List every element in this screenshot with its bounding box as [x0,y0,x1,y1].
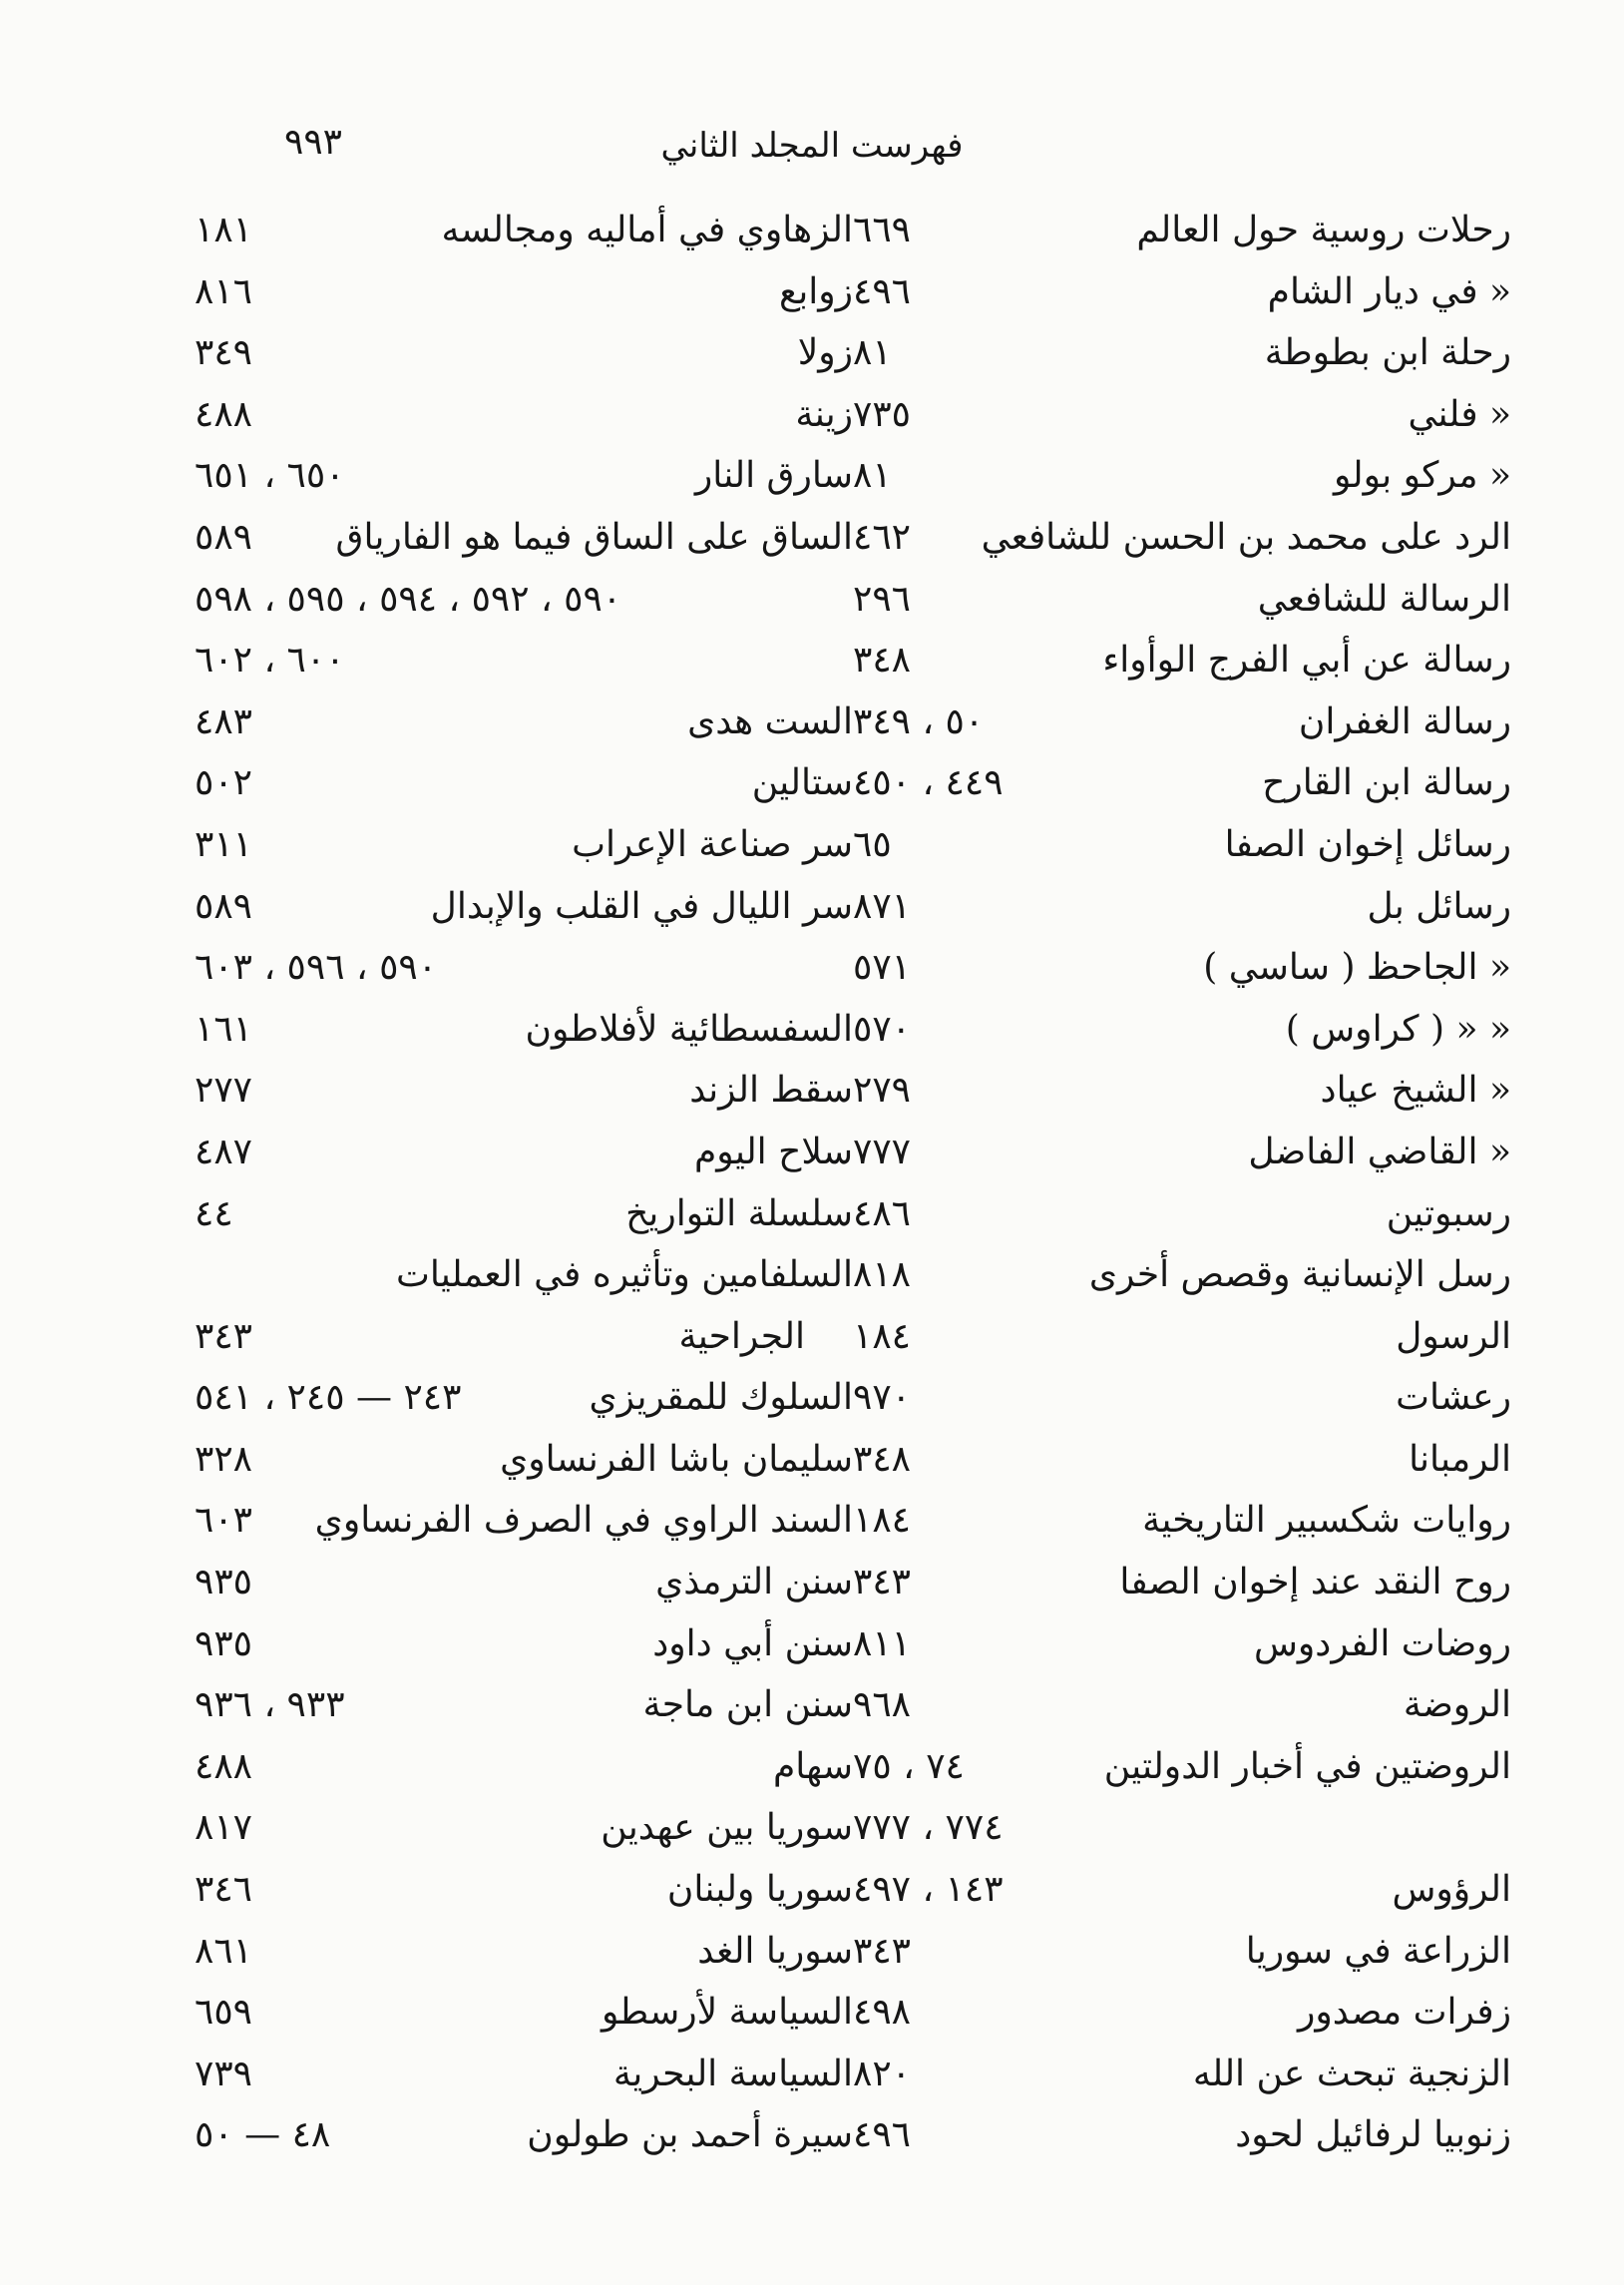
index-entry [853,999,1511,1061]
entry-pages: ٨١١ [853,1622,912,1664]
entry-title: سليمان باشا الفرنساوي [500,1438,853,1480]
entry-pages: ٥٧٠ [853,1008,912,1050]
index-entry [195,200,853,261]
entry-pages: ٣٤٩ [195,332,253,374]
index-entry [195,1367,853,1429]
entry-title: زوابع [779,270,853,312]
entry-title: رحلات روسية حول العالم [1136,210,1511,250]
entry-pages: ٤٨٨ [195,393,253,435]
entry-title: الزراعة في سوريا [1245,1930,1511,1972]
entry-title: روح النقد عند إخوان الصفا [1119,1562,1511,1603]
entry-title: زفرات مصدور [1298,1992,1511,2034]
entry-pages: ٥٩٠ ، ٥٩٢ ، ٥٩٤ ، ٥٩٥ ، ٥٩٨ [195,578,622,620]
entry-title: سنن الترمذي [655,1562,853,1603]
entry-pages: ١٤٣ ، ٤٩٧ [853,1869,1004,1911]
entry-pages: ٣١١ [195,823,253,865]
index-entry [853,814,1511,876]
entry-title: « فلني [1408,393,1511,435]
index-entry [195,1244,853,1306]
entry-title: ستالين [751,762,853,804]
index-entry [195,507,853,569]
entry-title: السياسة البحرية [612,2053,853,2094]
entry-pages: ٦٥٠ ، ٦٥١ [195,455,345,497]
entry-pages: ٨١٦ [195,270,253,312]
index-entry [195,2104,853,2166]
index-entry [195,1552,853,1613]
entry-title: الزهاوي في أماليه ومجالسه [441,210,853,250]
entry-pages: ٦٥ [853,823,892,865]
index-entry [195,1674,853,1736]
entry-pages: ٢٧٩ [853,1070,912,1112]
index-entry [195,384,853,446]
index-entry [853,1859,1511,1921]
index-entry [853,1674,1511,1736]
entry-pages: ٧٤ ، ٧٥ [853,1745,965,1787]
entry-pages: ٤٨ — ٥٠ [195,2114,331,2156]
entry-title: رسالة عن أبي الفرج الوأواء [1102,640,1511,682]
entry-pages: ٧٧٧ [853,1131,912,1172]
entry-title: الروضتين في أخبار الدولتين [1103,1745,1511,1787]
entry-pages: ١٨٤ [853,1500,912,1542]
entry-title: رعشات [1396,1377,1511,1419]
entry-pages: ٦٠٠ ، ٦٠٢ [195,640,345,682]
entry-title: سوريا بين عهدين [601,1807,853,1849]
index-entry [195,322,853,384]
index-entry [853,1367,1511,1429]
entry-pages: ٣٤٣ [853,1930,912,1972]
index-entry [195,261,853,323]
index-entry [853,200,1511,261]
index-entry [195,1490,853,1552]
entry-title: رسبوتين [1386,1192,1511,1234]
index-entry [853,507,1511,569]
entry-pages: ٤٩٦ [853,270,912,312]
entry-title: روايات شكسبير التاريخية [1142,1500,1511,1542]
index-entry [195,1613,853,1675]
entry-title: « مركو بولو [1334,455,1511,497]
index-entry [853,1552,1511,1613]
entry-pages: ٣٤٣ [195,1315,253,1357]
index-entry [853,2104,1511,2166]
index-entry [195,1736,853,1798]
entry-pages: ٤٩٨ [853,1992,912,2034]
entry-title: السياسة لأرسطو [601,1992,853,2034]
index-entry [853,322,1511,384]
entry-pages: ٧٣٩ [195,2053,253,2094]
index-column-left [195,200,853,2166]
index-entry [853,1797,1511,1859]
entry-title: رحلة ابن بطوطة [1264,332,1511,374]
index-entry [853,1921,1511,1983]
entry-title: سوريا ولبنان [666,1869,853,1911]
entry-pages: ٣٤٨ [853,640,912,682]
index-entry [195,1921,853,1983]
index-entry [195,937,853,999]
entry-pages: ٥٨٩ [195,516,253,558]
entry-title: رسالة ابن القارح [1262,762,1511,804]
entry-pages: ٥٨٩ [195,885,253,927]
index-entry [195,445,853,507]
entry-title: الرسالة للشافعي [1257,578,1511,620]
index-entry [853,1490,1511,1552]
index-entry [853,1306,1511,1368]
index-entry [195,1797,853,1859]
index-entry [853,1613,1511,1675]
entry-title: الجراحية [678,1315,805,1357]
entry-pages: ٨١ [853,455,892,497]
entry-title: روضات الفردوس [1253,1622,1511,1664]
entry-title: سلسلة التواريخ [625,1192,853,1234]
entry-title: الرسول [1396,1315,1511,1357]
index-entry [853,445,1511,507]
entry-pages: ١٨١ [195,210,253,250]
entry-pages: ٤٤ [195,1192,233,1234]
index-column-right [853,200,1511,2166]
entry-title: رسائل بل [1367,885,1511,927]
entry-title: الروضة [1403,1684,1511,1726]
entry-pages: ٨١٨ [853,1254,912,1296]
entry-pages: ٣٤٨ [853,1438,912,1480]
index-entry [195,876,853,938]
index-entry [853,261,1511,323]
entry-pages: ٤٤٩ ، ٤٥٠ [853,762,1004,804]
index-entry [853,1736,1511,1798]
index-entry [853,1982,1511,2044]
entry-title: سنن أبي داود [652,1622,853,1664]
entry-pages: ٢٧٧ [195,1070,253,1112]
entry-title: السند الراوي في الصرف الفرنساوي [314,1500,853,1542]
entry-pages: ١٦١ [195,1008,253,1050]
index-entry [853,937,1511,999]
entry-pages: ٩٣٥ [195,1562,253,1603]
entry-title: سنن ابن ماجة [642,1684,853,1726]
entry-pages: ٨١ [853,332,892,374]
entry-pages: ٩٦٨ [853,1684,912,1726]
entry-title: الساق على الساق فيما هو الفارياق [335,516,853,558]
index-entry [853,1244,1511,1306]
entry-title: الرد على محمد بن الحسن للشافعي [981,516,1511,558]
entry-pages: ٥٩٠ ، ٥٩٦ ، ٦٠٣ [195,947,438,989]
entry-pages: ٣٤٦ [195,1869,253,1911]
entry-pages: ٥٠٢ [195,762,253,804]
entry-pages: ٨٢٠ [853,2053,912,2094]
entry-pages: ٤٩٦ [853,2114,912,2156]
entry-title: سر الليال في القلب والإبدال [430,885,853,927]
index-entry [195,1060,853,1122]
index-entry [195,999,853,1061]
index-entry [853,569,1511,631]
index-entry [853,1060,1511,1122]
entry-title: زينة [795,393,853,435]
index-entry [853,1429,1511,1491]
entry-title: الست هدى [687,700,853,742]
entry-pages: ٧٧٤ ، ٧٧٧ [853,1807,1004,1849]
entry-pages: ٩٣٣ ، ٩٣٦ [195,1684,345,1726]
entry-title: « الجاحظ ( ساسي ) [1203,947,1511,989]
entry-pages: ٢٤٣ — ٢٤٥ ، ٥٤١ [195,1377,462,1419]
entry-pages: ٥٠ ، ٣٤٩ [853,700,985,742]
entry-title: الرمبانا [1409,1438,1511,1480]
entry-title: سارق النار [694,455,853,497]
entry-pages: ٧٣٥ [853,393,912,435]
entry-pages: ٨٧١ [853,885,912,927]
entry-pages: ٦٦٩ [853,210,912,250]
entry-pages: ٤٨٣ [195,700,253,742]
index-entry [853,1122,1511,1183]
index-entry [195,1982,853,2044]
entry-title: السلوك للمقريزي [589,1377,853,1419]
page-title: فهرست المجلد الثاني [660,126,964,166]
entry-pages: ٩٧٠ [853,1377,912,1419]
entry-pages: ٤٨٧ [195,1131,253,1172]
index-entry [853,384,1511,446]
entry-title: « في ديار الشام [1267,270,1511,312]
entry-title: رسائل إخوان الصفا [1224,823,1511,865]
index-entry [195,2044,853,2105]
entry-title: « الشيخ عياد [1320,1070,1511,1112]
index-entry [853,2044,1511,2105]
entry-pages: ٣٢٨ [195,1438,253,1480]
entry-title: سهام [772,1745,853,1787]
page-number: ٩٩٣ [284,122,343,163]
index-entry [853,1183,1511,1245]
entry-pages: ٤٨٦ [853,1192,912,1234]
entry-pages: ٤٨٨ [195,1745,253,1787]
entry-pages: ٩٣٥ [195,1622,253,1664]
entry-title: سلاح اليوم [693,1131,853,1172]
entry-pages: ٢٩٦ [853,578,912,620]
page-header [0,122,1624,182]
index-entry [853,752,1511,814]
entry-pages: ٥٧١ [853,947,912,989]
entry-title: سقط الزند [689,1070,853,1112]
index-entry [195,691,853,753]
entry-title: زولا [797,332,853,374]
entry-title: « « ( كراوس ) [1285,1008,1511,1050]
entry-pages: ٨٦١ [195,1930,253,1972]
entry-title: السفسطائية لأفلاطون [525,1008,853,1050]
index-entry [195,1859,853,1921]
entry-title: الرؤوس [1392,1869,1511,1911]
entry-title: السلفامين وتأثيره في العمليات [395,1254,853,1296]
entry-pages: ٤٦٢ [853,516,912,558]
index-entry [853,691,1511,753]
entry-title: سر صناعة الإعراب [572,823,853,865]
entry-pages: ٨١٧ [195,1807,253,1849]
index-entry [195,1183,853,1245]
index-entry [195,569,853,631]
index-entry [195,1122,853,1183]
index-entry [853,876,1511,938]
index-entry [195,630,853,691]
entry-title: زنوبيا لرفائيل لحود [1235,2114,1511,2156]
index-entry [195,752,853,814]
entry-title: سوريا الغد [697,1930,853,1972]
index-entry [195,1306,853,1368]
entry-title: سيرة أحمد بن طولون [527,2114,853,2156]
entry-pages: ٣٤٣ [853,1562,912,1603]
index-entry [195,814,853,876]
entry-title: رسالة الغفران [1298,700,1511,742]
index-entry [195,1429,853,1491]
index-entry [853,630,1511,691]
entry-pages: ٦٠٣ [195,1500,253,1542]
entry-title: رسل الإنسانية وقصص أخرى [1088,1254,1511,1296]
entry-title: « القاضي الفاضل [1248,1131,1511,1172]
entry-pages: ١٨٤ [853,1315,912,1357]
entry-title: الزنجية تبحث عن الله [1192,2053,1511,2094]
entry-pages: ٦٥٩ [195,1992,253,2034]
